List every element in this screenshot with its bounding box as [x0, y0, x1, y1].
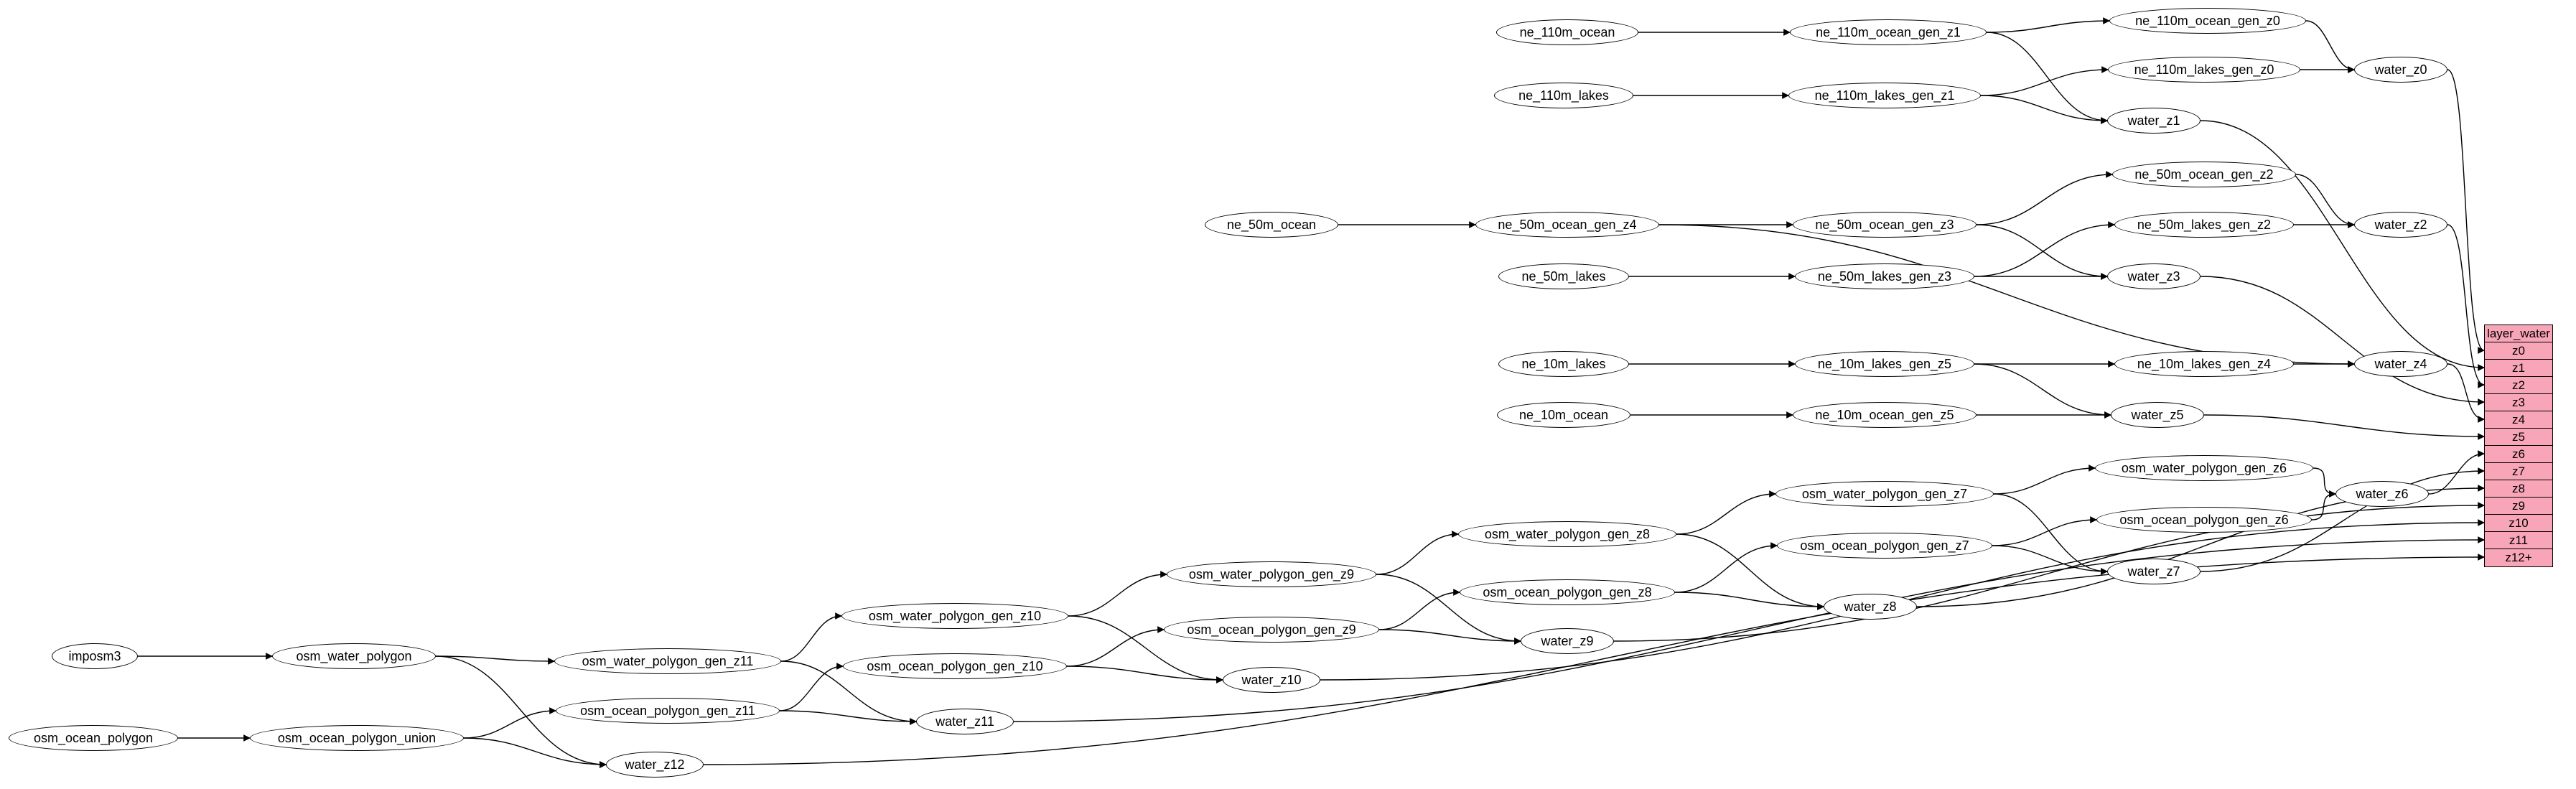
edge-osm_ocean_polygon_gen_z6-to-water_z6 [2312, 494, 2335, 520]
node-osm_ocean_polygon_gen_z9[interactable] [1164, 617, 1379, 643]
edge-osm_ocean_polygon_gen_z7-to-osm_ocean_polygon_gen_z6 [1992, 520, 2096, 546]
node-ne_50m_lakes_gen_z2[interactable] [2114, 212, 2294, 238]
node-ne_10m_ocean_gen_z5[interactable] [1793, 402, 1977, 428]
legend-row-z6[interactable]: z6 [2485, 446, 2552, 463]
node-label: ne_10m_lakes [1521, 357, 1606, 371]
edge-osm_water_polygon_gen_z11-to-osm_water_polygon_gen_z10 [781, 616, 841, 661]
node-ne_50m_ocean[interactable] [1205, 212, 1338, 238]
legend-row-z1[interactable]: z1 [2485, 360, 2552, 377]
node-ne_110m_lakes[interactable] [1494, 83, 1633, 108]
edge-osm_water_polygon_gen_z7-to-water_z7 [1994, 494, 2107, 571]
node-label: ne_10m_lakes_gen_z5 [1817, 357, 1952, 371]
edge-osm_ocean_polygon_gen_z8-to-water_z8 [1675, 592, 1824, 607]
node-water_z5[interactable] [2111, 402, 2204, 428]
edge-water_z5-to-legend [2204, 415, 2484, 436]
node-label: water_z6 [2356, 487, 2409, 501]
node-label: osm_ocean_polygon_gen_z6 [2119, 513, 2289, 527]
legend-title: layer_water [2485, 325, 2552, 342]
node-ne_50m_ocean_gen_z2[interactable] [2112, 162, 2296, 187]
node-label: ne_50m_ocean_gen_z4 [1498, 218, 1637, 232]
node-water_z11[interactable] [916, 709, 1014, 734]
node-label: osm_ocean_polygon_union [277, 731, 437, 745]
edge-ne_110m_lakes_gen_z1-to-ne_110m_lakes_gen_z0 [1981, 70, 2108, 95]
node-water_z2[interactable] [2354, 212, 2447, 238]
legend-row-z12+[interactable]: z12+ [2485, 549, 2552, 566]
edge-osm_ocean_polygon_gen_z10-to-water_z10 [1067, 666, 1223, 680]
node-osm_ocean_polygon_gen_z7[interactable] [1777, 533, 1992, 559]
legend-row-z0[interactable]: z0 [2485, 342, 2552, 360]
node-ne_110m_ocean[interactable] [1496, 19, 1638, 45]
node-osm_water_polygon_gen_z11[interactable] [554, 648, 781, 674]
legend-row-z7[interactable]: z7 [2485, 463, 2552, 480]
node-imposm3[interactable] [52, 643, 138, 669]
edge-water_z4-to-legend [2447, 364, 2484, 419]
node-label: water_z2 [2374, 218, 2427, 232]
edge-osm_water_polygon_gen_z10-to-osm_water_polygon_gen_z9 [1068, 574, 1167, 616]
node-label: osm_ocean_polygon_gen_z9 [1187, 622, 1356, 637]
edge-water_z9-to-legend [1614, 505, 2484, 641]
node-osm_water_polygon_gen_z9[interactable] [1167, 561, 1376, 587]
edge-osm_ocean_polygon_gen_z7-to-water_z7 [1992, 546, 2107, 571]
node-water_z10[interactable] [1223, 667, 1320, 693]
edge-ne_110m_ocean_gen_z1-to-ne_110m_ocean_gen_z0 [1987, 21, 2109, 32]
node-label: osm_water_polygon [296, 649, 412, 663]
node-label: ne_50m_lakes [1521, 269, 1606, 284]
legend-row-z4[interactable]: z4 [2485, 411, 2552, 429]
node-label: water_z8 [1844, 599, 1897, 614]
edge-ne_110m_ocean_gen_z0-to-water_z0 [2306, 21, 2354, 70]
node-label: ne_110m_ocean [1519, 25, 1615, 39]
node-label: osm_water_polygon_gen_z6 [2121, 461, 2287, 475]
edge-osm_ocean_polygon_gen_z9-to-water_z9 [1379, 630, 1521, 641]
edge-water_z6-to-legend [2429, 454, 2484, 494]
edge-osm_ocean_polygon_gen_z9-to-osm_ocean_polygon_gen_z8 [1379, 592, 1460, 630]
edge-ne_50m_ocean_gen_z4-to-water_z4 [1659, 225, 2354, 364]
edge-ne_50m_ocean_gen_z2-to-water_z2 [2296, 174, 2354, 225]
legend-layer-water[interactable] [2484, 325, 2553, 567]
node-water_z12[interactable] [606, 752, 704, 778]
node-label: water_z7 [2127, 564, 2180, 579]
edge-osm_ocean_polygon_gen_z8-to-osm_ocean_polygon_gen_z7 [1675, 546, 1777, 592]
legend-row-z10[interactable]: z10 [2485, 515, 2552, 532]
edge-ne_110m_lakes_gen_z1-to-water_z1 [1981, 95, 2107, 121]
legend-row-z9[interactable]: z9 [2485, 498, 2552, 515]
node-ne_110m_ocean_gen_z1[interactable] [1790, 19, 1987, 45]
node-label: water_z9 [1541, 634, 1594, 648]
legend-row-z3[interactable]: z3 [2485, 394, 2552, 411]
node-water_z0[interactable] [2354, 57, 2447, 83]
node-label: ne_10m_lakes_gen_z4 [2137, 357, 2272, 371]
edge-water_z2-to-legend [2447, 225, 2484, 385]
node-osm_water_polygon_gen_z10[interactable] [841, 603, 1068, 629]
node-label: osm_water_polygon_gen_z10 [868, 609, 1042, 623]
node-label: ne_50m_ocean_gen_z3 [1815, 218, 1954, 232]
node-osm_ocean_polygon[interactable] [9, 725, 178, 751]
node-osm_ocean_polygon_gen_z11[interactable] [556, 698, 780, 724]
node-label: osm_ocean_polygon_gen_z11 [580, 704, 755, 718]
node-label: water_z11 [935, 714, 994, 729]
edge-ne_50m_lakes_gen_z3-to-ne_50m_lakes_gen_z2 [1974, 225, 2114, 276]
node-label: ne_10m_ocean_gen_z5 [1815, 408, 1954, 422]
edge-osm_water_polygon-to-osm_water_polygon_gen_z11 [436, 656, 554, 661]
node-label: ne_50m_ocean_gen_z2 [2134, 167, 2274, 182]
node-label: water_z4 [2374, 357, 2427, 371]
node-ne_50m_ocean_gen_z4[interactable] [1475, 212, 1659, 238]
edge-osm_ocean_polygon_gen_z11-to-osm_ocean_polygon_gen_z10 [780, 666, 843, 711]
node-osm_water_polygon_gen_z7[interactable] [1775, 481, 1994, 507]
node-ne_10m_lakes[interactable] [1498, 351, 1629, 377]
node-ne_10m_ocean[interactable] [1497, 402, 1630, 428]
edge-ne_110m_ocean_gen_z1-to-water_z1 [1987, 32, 2107, 121]
edge-osm_water_polygon_gen_z9-to-osm_water_polygon_gen_z8 [1376, 534, 1458, 574]
edge-osm_water_polygon_gen_z6-to-water_z6 [2313, 468, 2335, 494]
node-label: osm_ocean_polygon_gen_z8 [1483, 585, 1652, 599]
node-label: osm_ocean_polygon_gen_z10 [867, 659, 1043, 673]
node-label: ne_110m_lakes_gen_z0 [2134, 62, 2274, 77]
node-ne_10m_lakes_gen_z4[interactable] [2114, 351, 2294, 377]
node-ne_110m_ocean_gen_z0[interactable] [2109, 8, 2306, 34]
edge-ne_50m_ocean_gen_z3-to-ne_50m_ocean_gen_z2 [1977, 174, 2112, 225]
node-ne_50m_lakes[interactable] [1498, 263, 1629, 289]
legend-row-z5[interactable]: z5 [2485, 429, 2552, 446]
node-osm_water_polygon_gen_z6[interactable] [2095, 455, 2313, 481]
node-label: imposm3 [68, 649, 121, 663]
legend-row-z2[interactable]: z2 [2485, 377, 2552, 394]
node-osm_ocean_polygon_gen_z10[interactable] [843, 653, 1067, 679]
node-ne_50m_lakes_gen_z3[interactable] [1795, 263, 1974, 289]
node-ne_10m_lakes_gen_z5[interactable] [1795, 351, 1974, 377]
node-label: ne_110m_ocean_gen_z0 [2135, 14, 2280, 28]
node-water_z8[interactable] [1824, 594, 1917, 620]
node-label: osm_ocean_polygon_gen_z7 [1800, 538, 1969, 553]
edge-osm_ocean_polygon_union-to-water_z12 [464, 738, 606, 765]
node-label: ne_50m_lakes_gen_z2 [2137, 218, 2272, 232]
node-water_z7[interactable] [2107, 559, 2201, 584]
node-label: osm_water_polygon_gen_z7 [1801, 487, 1968, 501]
edge-ne_10m_lakes_gen_z5-to-water_z5 [1974, 364, 2111, 415]
node-label: water_z3 [2127, 269, 2180, 284]
edge-osm_water_polygon_gen_z8-to-osm_water_polygon_gen_z7 [1676, 494, 1775, 534]
edge-osm_water_polygon_gen_z7-to-osm_water_polygon_gen_z6 [1994, 468, 2095, 494]
legend-row-z11[interactable]: z11 [2485, 532, 2552, 549]
node-water_z9[interactable] [1521, 628, 1614, 654]
node-label: water_z12 [625, 757, 685, 772]
node-label: ne_50m_lakes_gen_z3 [1817, 269, 1952, 284]
node-ne_110m_lakes_gen_z1[interactable] [1788, 83, 1981, 108]
node-label: ne_50m_ocean [1226, 218, 1317, 232]
node-label: ne_110m_lakes_gen_z1 [1814, 88, 1955, 103]
node-osm_water_polygon_gen_z8[interactable] [1458, 521, 1676, 547]
edge-osm_ocean_polygon_gen_z11-to-water_z11 [780, 711, 916, 722]
node-label: ne_10m_ocean [1518, 408, 1609, 422]
node-label: water_z0 [2374, 62, 2427, 77]
node-water_z4[interactable] [2354, 351, 2447, 377]
node-water_z6[interactable] [2335, 481, 2429, 507]
node-label: osm_ocean_polygon [33, 731, 154, 745]
node-water_z3[interactable] [2107, 263, 2201, 289]
node-label: ne_110m_lakes [1518, 88, 1609, 103]
node-osm_water_polygon[interactable] [272, 643, 436, 669]
edge-ne_50m_ocean_gen_z3-to-water_z3 [1977, 225, 2107, 276]
node-label: water_z5 [2131, 408, 2184, 422]
edge-water_z0-to-legend [2447, 70, 2484, 350]
node-osm_ocean_polygon_gen_z8[interactable] [1460, 579, 1675, 605]
node-osm_ocean_polygon_gen_z6[interactable] [2096, 507, 2312, 533]
node-ne_110m_lakes_gen_z0[interactable] [2108, 57, 2300, 83]
node-label: osm_water_polygon_gen_z11 [582, 654, 754, 668]
node-label: water_z1 [2127, 113, 2180, 128]
edge-osm_ocean_polygon_union-to-osm_ocean_polygon_gen_z11 [464, 711, 556, 738]
node-ne_50m_ocean_gen_z3[interactable] [1793, 212, 1977, 238]
node-water_z1[interactable] [2107, 108, 2201, 134]
node-label: water_z10 [1241, 673, 1302, 687]
node-label: osm_water_polygon_gen_z8 [1484, 527, 1651, 541]
node-osm_ocean_polygon_union[interactable] [250, 725, 464, 751]
edge-osm_ocean_polygon_gen_z10-to-osm_ocean_polygon_gen_z9 [1067, 630, 1164, 666]
edge-water_z3-to-legend [2201, 276, 2484, 402]
node-label: osm_water_polygon_gen_z9 [1188, 567, 1355, 582]
node-label: ne_110m_ocean_gen_z1 [1816, 25, 1961, 39]
legend-row-z8[interactable]: z8 [2485, 480, 2552, 498]
